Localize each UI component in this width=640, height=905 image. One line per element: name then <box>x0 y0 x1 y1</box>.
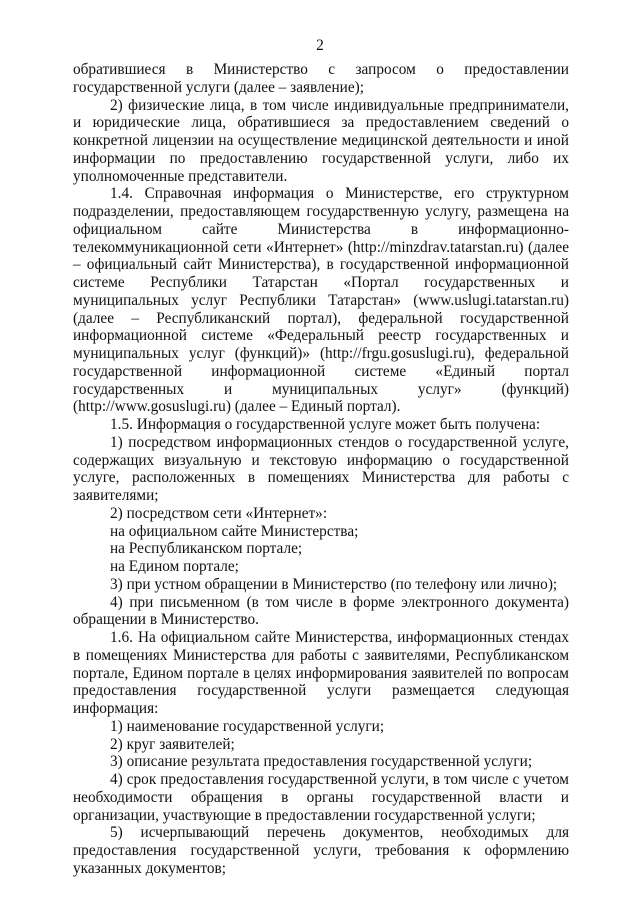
paragraph: 4) при письменном (в том числе в форме электронного документа) обращении в Министерство. <box>73 593 569 629</box>
paragraph: 2) круг заявителей; <box>110 735 235 753</box>
paragraph: 1.5. Информация о государственной услуге может быть получена: <box>110 416 541 433</box>
paragraph: обратившиеся в Министерство с запросом о предоставлении государственной услуги (далее – заявление); <box>73 61 569 96</box>
paragraph: на Республиканском портале; <box>110 540 303 558</box>
paragraph: на официальном сайте Министерства; <box>110 522 359 540</box>
paragraph: 2) физические лица, в том числе индивидуальные предприниматели, и юридические лица, обратившиеся за предоставлением сведений о конкретной лицензии на осуществление медицинской деятельности и иной информации по предоставлению государственной услуги, либо их уполномоченные представители. <box>73 96 569 185</box>
paragraph: 4) срок предоставления государственной услуги, в том числе с учетом необходимости обращения в органы государственной власти и организации, участвующие в предоставлении государственной услуги; <box>73 771 569 824</box>
page-number: 2 <box>316 37 324 54</box>
document-body <box>73 61 569 878</box>
paragraph: 1) посредством информационных стендов о государственной услуге, содержащих визуальную и текстовую информацию о государственной услуге, расположенных в помещениях Министерства для работы с заявителями; <box>73 433 569 504</box>
paragraph: 1.4. Справочная информация о Министерстве, его структурном подразделении, предоставляющем государственную услугу, размещена на официальном сайте Министерства в информационно-телекоммуникационной сети «Интернет» (http://minzdrav.tatarstan.ru) (далее – официальный сайт Министерства), в государственной информационной системе Республики Татарстан «Портал государственных и муниципальных услуг Республики Татарстан» (www.uslugi.tatarstan.ru) (далее – Республиканский портал), федеральной государственной информационной системе «Федеральный реестр государственных и муниципальных услуг (функций)» (http://frgu.gosuslugi.ru), федеральной государственной информационной системе «Единый портал государственных и муниципальных услуг» (функций) (http://www.gosuslugi.ru) (далее – Единый портал). <box>73 185 569 416</box>
paragraph: 3) при устном обращении в Министерство (по телефону или лично); <box>110 575 558 593</box>
paragraph: 1) наименование государственной услуги; <box>110 717 385 735</box>
paragraph: на Едином портале; <box>110 558 239 575</box>
paragraph: 5) исчерпывающий перечень документов, необходимых для предоставления государственной услуги, требования к оформлению указанных документов; <box>73 824 569 877</box>
paragraph: 3) описание результата предоставления государственной услуги; <box>110 753 533 771</box>
paragraph: 2) посредством сети «Интернет»: <box>110 504 328 522</box>
paragraph: 1.6. На официальном сайте Министерства, информационных стендах в помещениях Министерства для работы с заявителями, Республиканском портале, Едином портале в целях информирования заявителей по вопросам предоставления государственной услуги размещается следующая информация: <box>73 629 569 717</box>
